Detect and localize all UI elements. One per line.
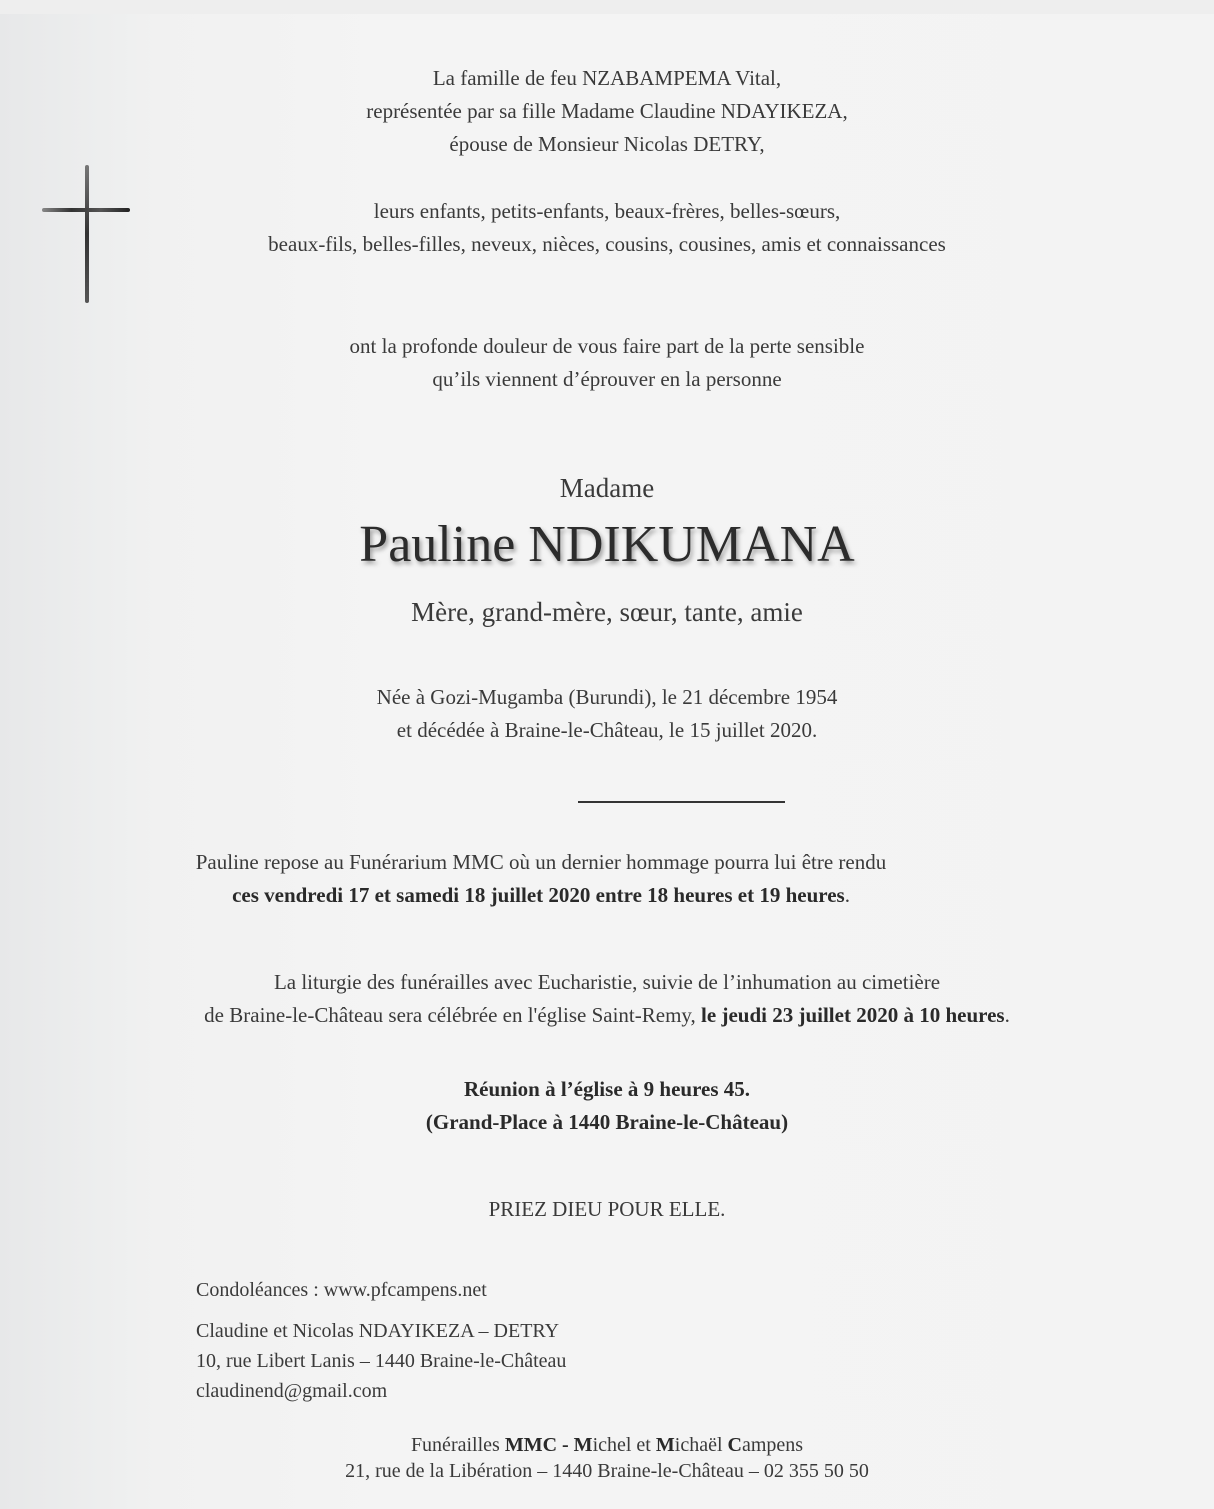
funeral-home-name: Funérailles MMC - Michel et Michaël Campens — [410, 1434, 804, 1456]
dates-block — [0, 681, 1214, 747]
family-line-2: représentée par sa fille Madame Claudine NDAYIKEZA, — [366, 99, 848, 123]
family-block — [0, 62, 1214, 161]
visitation-line-1: Pauline repose au Funérarium MMC où un dernier hommage pourra lui être rendu — [195, 850, 887, 874]
announce-line-1: ont la profonde douleur de vous faire part de la perte sensible — [349, 334, 865, 358]
announce-line-2: qu’ils viennent d’éprouver en la personne — [432, 367, 782, 391]
visitation-dates: ces vendredi 17 et samedi 18 juillet 2020 entre 18 heures et 19 heures — [232, 883, 845, 907]
family-line-1: La famille de feu NZABAMPEMA Vital, — [432, 66, 782, 90]
deceased-name: Pauline NDIKUMANA — [359, 516, 855, 573]
relatives-line-1: leurs enfants, petits-enfants, beaux-frères, belles-sœurs, — [373, 199, 841, 223]
funeral-home-address: 21, rue de la Libération – 1440 Braine-le-Château – 02 355 50 50 — [345, 1460, 869, 1482]
meeting-line-1: Réunion à l’église à 9 heures 45. — [463, 1077, 751, 1101]
prayer: PRIEZ DIEU POUR ELLE. — [488, 1197, 726, 1221]
meeting-block — [0, 1073, 1214, 1139]
condolences-line: Condoléances : www.pfcampens.net — [196, 1279, 487, 1301]
visitation-line-2: ces vendredi 17 et samedi 18 juillet 2020 entre 18 heures et 19 heures. — [232, 883, 850, 907]
contact-email: claudinend@gmail.com — [196, 1380, 388, 1402]
meeting-line-2: (Grand-Place à 1440 Braine-le-Château) — [425, 1110, 789, 1134]
top-frame — [0, 0, 1214, 14]
liturgy-date: le jeudi 23 juillet 2020 à 10 heures — [701, 1003, 1005, 1027]
deceased-title: Madame — [559, 473, 655, 503]
deceased-roles: Mère, grand-mère, sœur, tante, amie — [411, 597, 803, 627]
separator-line — [578, 801, 785, 803]
liturgy-block — [0, 966, 1214, 1032]
funeral-home-block — [0, 1432, 1214, 1484]
contact-address: 10, rue Libert Lanis – 1440 Braine-le-Château — [196, 1350, 567, 1372]
relatives-line-2: beaux-fils, belles-filles, neveux, nièces, cousins, cousines, amis et connaissances — [268, 232, 946, 256]
visitation-block — [0, 846, 1148, 912]
liturgy-line-2: de Braine-le-Château sera célébrée en l'église Saint-Remy, le jeudi 23 juillet 2020 à 10 heures. — [204, 1003, 1010, 1027]
contact-block — [196, 1316, 566, 1406]
liturgy-line-1: La liturgie des funérailles avec Eucharistie, suivie de l’inhumation au cimetière — [273, 970, 941, 994]
contact-names: Claudine et Nicolas NDAYIKEZA – DETRY — [196, 1320, 560, 1342]
family-line-3: épouse de Monsieur Nicolas DETRY, — [449, 132, 765, 156]
announce-block — [0, 330, 1214, 396]
relatives-block — [0, 195, 1214, 261]
birth-line: Née à Gozi-Mugamba (Burundi), le 21 décembre 1954 — [376, 685, 838, 709]
death-line: et décédée à Braine-le-Château, le 15 juillet 2020. — [396, 718, 818, 742]
